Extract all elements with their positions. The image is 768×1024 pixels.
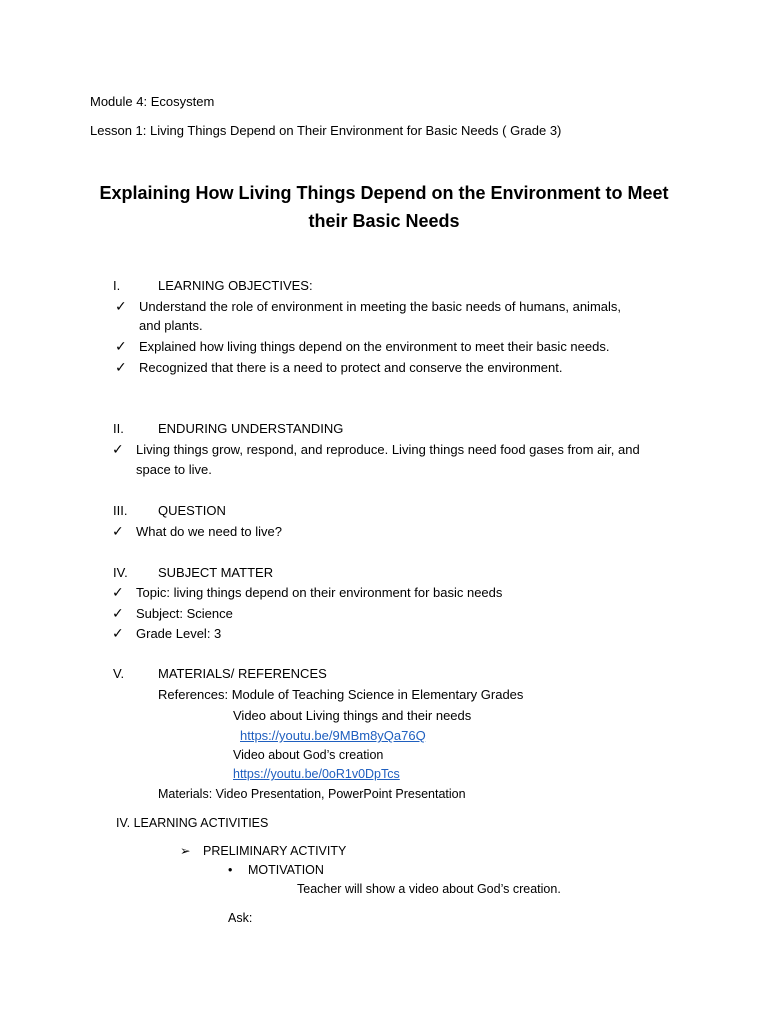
motivation-text: Teacher will show a video about God’s creation. [297,882,561,896]
references-line: References: Module of Teaching Science in Elementary Grades [158,687,524,702]
section-number: IV. [113,565,128,580]
question-item: What do we need to live? [136,524,282,539]
document-title-line-1: Explaining How Living Things Depend on the Environment to Meet [99,183,669,203]
checkmark-icon: ✓ [112,584,124,600]
bullet-icon: • [228,863,233,877]
section-number: III. [113,503,128,518]
lesson-label: Lesson 1: Living Things Depend on Their Environment for Basic Needs ( Grade 3) [90,123,562,138]
section-heading-question: QUESTION [158,503,226,518]
subject-item-subject: Subject: Science [136,606,233,621]
objective-item-continued: and plants. [139,318,203,333]
module-label: Module 4: Ecosystem [90,94,215,109]
section-heading-materials: MATERIALS/ REFERENCES [158,666,327,681]
objective-item: Understand the role of environment in meeting the basic needs of humans, animals, [139,299,621,314]
section-number: II. [113,421,124,436]
motivation-label: MOTIVATION [248,863,324,877]
section-heading-objectives: LEARNING OBJECTIVES: [158,278,313,293]
ask-label: Ask: [228,911,253,925]
enduring-item-continued: space to live. [136,462,212,477]
section-number: V. [113,666,125,681]
video2-label: Video about God’s creation [233,748,384,762]
checkmark-icon: ✓ [112,523,124,539]
materials-line: Materials: Video Presentation, PowerPoint Presentation [158,787,466,801]
subject-item-topic: Topic: living things depend on their environment for basic needs [136,585,503,600]
video1-link[interactable]: https://youtu.be/9MBm8yQa76Q [240,728,426,743]
objective-item: Recognized that there is a need to protect and conserve the environment. [139,360,563,375]
checkmark-icon: ✓ [112,605,124,621]
checkmark-icon: ✓ [112,441,124,457]
video1-label: Video about Living things and their needs [233,708,472,723]
checkmark-icon: ✓ [112,625,124,641]
document-title-line-2: their Basic Needs [308,211,460,231]
checkmark-icon: ✓ [115,338,127,354]
checkmark-icon: ✓ [115,298,127,314]
section-number: I. [113,278,121,293]
section-heading-enduring: ENDURING UNDERSTANDING [158,421,344,436]
video2-link[interactable]: https://youtu.be/0oR1v0DpTcs [233,767,400,781]
preliminary-activity: PRELIMINARY ACTIVITY [203,844,347,858]
enduring-item: Living things grow, respond, and reproduce. Living things need food gases from air, and [136,442,640,457]
arrow-bullet-icon: ➢ [180,844,191,858]
subject-item-grade: Grade Level: 3 [136,626,222,641]
section-heading-subject: SUBJECT MATTER [158,565,274,580]
checkmark-icon: ✓ [115,359,127,375]
objective-item: Explained how living things depend on the environment to meet their basic needs. [139,339,610,354]
activities-heading: IV. LEARNING ACTIVITIES [116,816,269,830]
